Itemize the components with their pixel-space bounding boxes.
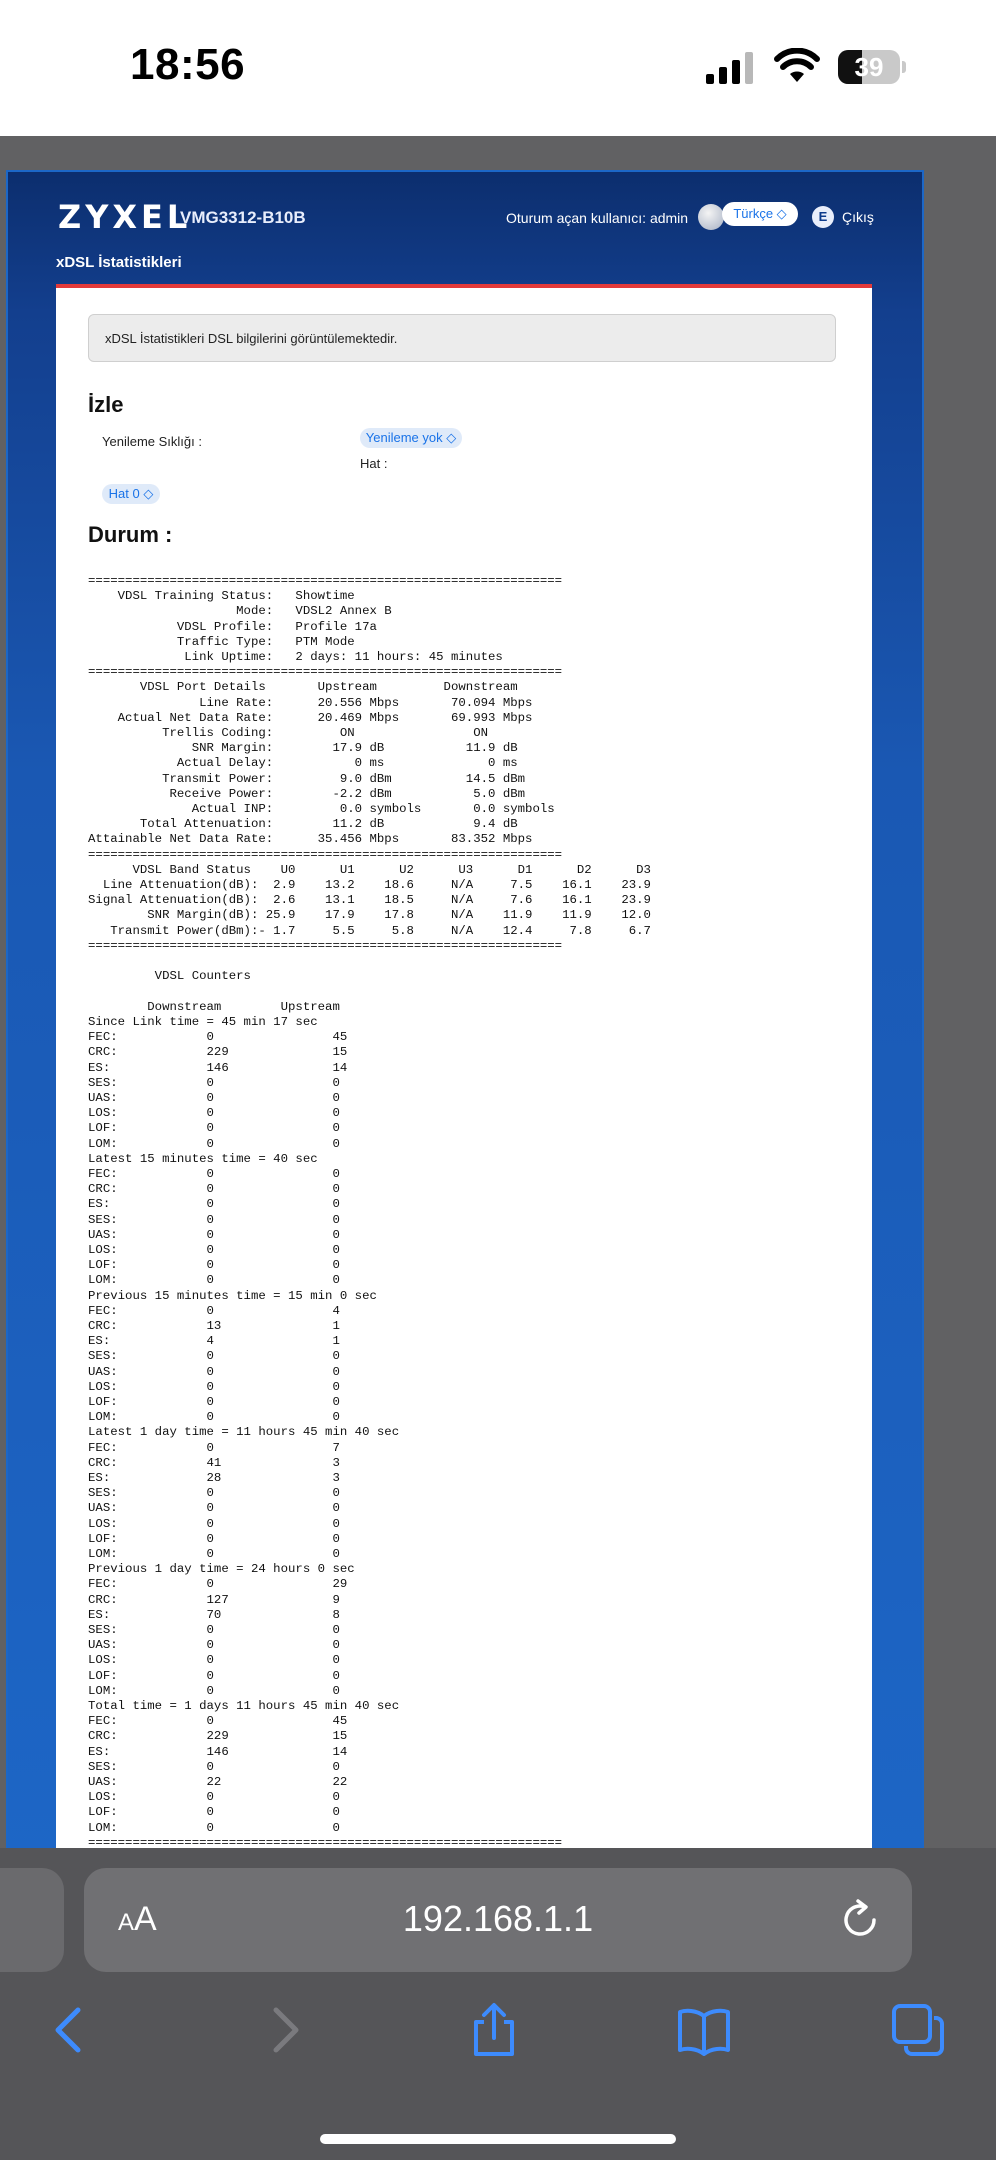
aa-big: A — [134, 1900, 157, 1938]
wifi-icon — [774, 48, 820, 84]
logged-in-user: Oturum açan kullanıcı: admin — [506, 210, 689, 226]
monitor-heading: İzle — [88, 392, 124, 417]
status-time: 18:56 — [130, 40, 246, 89]
refresh-select[interactable]: Yenileme yok ◇ — [360, 428, 462, 448]
line-label: Hat : — [360, 456, 388, 471]
logout-icon[interactable]: E — [812, 206, 834, 228]
line-select[interactable]: Hat 0 ◇ — [102, 484, 160, 504]
battery-nub — [902, 61, 906, 73]
reload-icon[interactable] — [838, 1898, 882, 1942]
zyxel-logo: ZYXEL — [58, 198, 192, 236]
previous-tab-preview[interactable] — [0, 1868, 64, 1972]
address-bar[interactable] — [84, 1868, 912, 1972]
model-name: VMG3312-B10B — [180, 208, 306, 227]
status-heading: Durum : — [88, 522, 173, 547]
battery-icon — [838, 50, 906, 84]
content-panel — [56, 288, 872, 1848]
logout-link[interactable]: Çıkış — [842, 209, 874, 225]
web-viewport — [0, 136, 996, 1848]
bookmarks-icon[interactable] — [676, 2002, 732, 2058]
router-page — [6, 170, 924, 1848]
forward-icon[interactable] — [256, 2002, 312, 2058]
language-select[interactable]: Türkçe ◇ — [722, 202, 798, 226]
tabs-icon[interactable] — [890, 2002, 946, 2058]
battery-body — [838, 50, 900, 84]
ios-status-bar — [0, 0, 996, 136]
aa-small: A — [118, 1909, 135, 1936]
safari-toolbar — [0, 1848, 996, 2160]
back-icon[interactable] — [42, 2002, 98, 2058]
share-icon[interactable] — [466, 2002, 522, 2058]
user-avatar-icon — [698, 204, 724, 230]
url-text[interactable]: 192.168.1.1 — [402, 1898, 594, 1939]
cellular-signal-icon — [706, 52, 754, 84]
xdsl-stats-text: ================================================================ VDSL Training Status: Showtime Mode: VDSL2 Annex B VDSL Profile: Profile 17a Traffic Type: PTM Mode Link Uptime: 2 days: 11 hours: 45 minutes ================================================================ VDSL Port Details Upstream Downstream Line Rate: 20.556 Mbps 70.094 Mbps Actual Net Data Rate: 20.469 Mbps 69.993 Mbps Trellis Coding: ON ON SNR Margin: 17.9 dB 11.9 dB Actual Delay: 0 ms 0 ms Transmit Power: 9.0 dBm 14.5 dBm Receive Power: -2.2 dBm 5.0 dBm Actual INP: 0.0 symbols 0.0 symbols Total Attenuation: 11.2 dB 9.4 dB Attainable Net Data Rate: 35.456 Mbps 83.352 Mbps ================================================================ VDSL Band Status U0 U1 U2 U3 D1 D2 D3 Line Attenuation(dB): 2.9 13.2 18.6 N/A 7.5 16.1 23.9 Signal Attenuation(dB): 2.6 13.1 18.5 N/A 7.6 16.1 23.9 SNR Margin(dB): 25.9 17.9 17.8 N/A 11.9 11.9 12.0 Transmit Power(dBm):- 1.7 5.5 5.8 N/A 12.4 7.8 6.7 ================================================================ VDSL Counters Downstream Upstream Since Link time = 45 min 17 sec FEC: 0 45 CRC: 229 15 ES: 146 14 SES: 0 0 UAS: 0 0 LOS: 0 0 LOF: 0 0 LOM: 0 0 Latest 15 minutes time = 40 sec FEC: 0 0 CRC: 0 0 ES: 0 0 SES: 0 0 UAS: 0 0 LOS: 0 0 LOF: 0 0 LOM: 0 0 Previous 15 minutes time = 15 min 0 sec FEC: 0 4 CRC: 13 1 ES: 4 1 SES: 0 0 UAS: 0 0 LOS: 0 0 LOF: 0 0 LOM: 0 0 Latest 1 day time = 11 hours 45 min 40 sec FEC: 0 7 CRC: 41 3 ES: 28 3 SES: 0 0 UAS: 0 0 LOS: 0 0 LOF: 0 0 LOM: 0 0 Previous 1 day time = 24 hours 0 sec FEC: 0 29 CRC: 127 9 ES: 70 8 SES: 0 0 UAS: 0 0 LOS: 0 0 LOF: 0 0 LOM: 0 0 Total time = 1 days 11 hours 45 min 40 sec FEC: 0 45 CRC: 229 15 ES: 146 14 SES: 0 0 UAS: 22 22 LOS: 0 0 LOF: 0 0 LOM: 0 0 ================================================================ — [88, 574, 651, 1848]
home-indicator[interactable] — [320, 2134, 676, 2144]
refresh-label: Yenileme Sıklığı : — [102, 434, 202, 449]
info-box: xDSL İstatistikleri DSL bilgilerini görüntülemektedir. — [88, 314, 836, 362]
battery-level: 39 — [854, 52, 884, 82]
page-title: xDSL İstatistikleri — [56, 254, 182, 271]
